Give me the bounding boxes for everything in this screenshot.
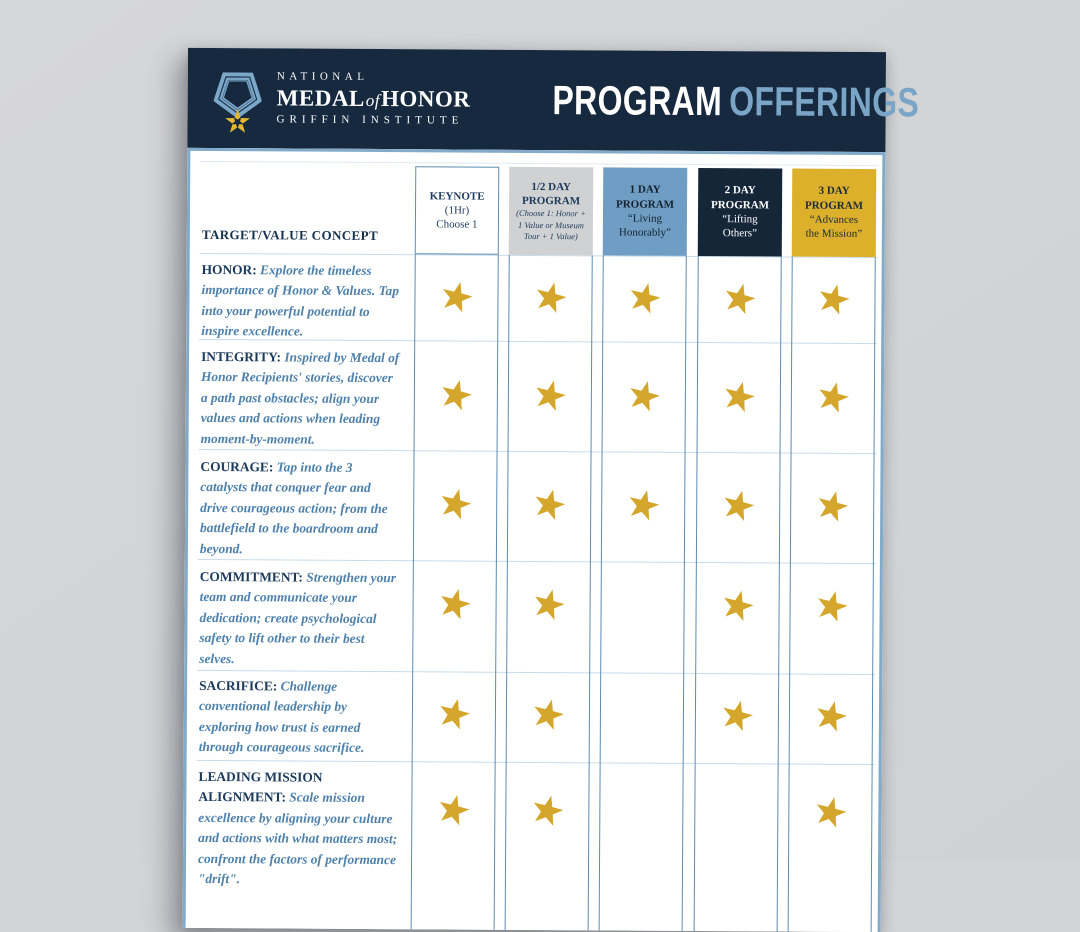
column-header-title-line: 1 DAY xyxy=(630,183,661,197)
column-header-subtitle-line: the Mission” xyxy=(806,227,863,242)
star-icon xyxy=(437,486,473,522)
row-description: Scale mission excellence by aligning your culture and actions with what matters most; confront the factors of performance "drift". xyxy=(198,790,397,886)
document-header xyxy=(187,48,886,152)
star-icon xyxy=(721,281,757,317)
row-description: Explore the timeless importance of Honor & Values. Tap into your powerful potential to inspire excellence. xyxy=(201,262,399,338)
document-page xyxy=(183,48,886,932)
column-strip-one-day-program xyxy=(599,255,687,931)
star-icon xyxy=(626,379,662,415)
column-header-subtitle-line: 1 Value or Museum xyxy=(518,219,584,231)
star-icon xyxy=(815,380,851,416)
column-header-subtitle-line: “Advances xyxy=(810,213,858,228)
star-icon xyxy=(532,378,568,414)
star-icon xyxy=(532,280,568,316)
star-icon xyxy=(438,377,474,413)
row-concept: HONOR: xyxy=(202,262,257,277)
star-icon xyxy=(813,589,849,625)
column-header-subtitle-line: Choose 1 xyxy=(436,218,477,233)
row-separator-line xyxy=(200,161,878,166)
row-concept: SACRIFICE: xyxy=(199,678,277,693)
row-label-sacrifice xyxy=(199,676,399,759)
row-description: Challenge conventional leadership by exploring how trust is earned through courageous sacrifice. xyxy=(199,678,365,755)
column-header-title-line: KEYNOTE xyxy=(430,189,485,204)
logo-text xyxy=(277,71,471,126)
column-header-subtitle-line: Tour + 1 Value) xyxy=(524,231,578,243)
star-icon xyxy=(813,699,849,735)
column-header-title-line: 3 DAY xyxy=(819,184,850,198)
row-description: Strengthen your team and communicate your dedication; create psychological safety to lift other to their best selves. xyxy=(199,570,396,666)
column-header-title-line: PROGRAM xyxy=(616,197,674,212)
column-header-keynote xyxy=(415,166,500,255)
star-icon xyxy=(529,793,565,829)
logo xyxy=(187,54,470,144)
logo-line-national: NATIONAL xyxy=(277,71,471,83)
column-header-title-line: PROGRAM xyxy=(805,198,863,213)
page-title-offerings: OFFERINGS xyxy=(729,78,919,125)
star-icon xyxy=(814,489,850,525)
column-header-three-day-program xyxy=(792,169,877,258)
row-label-courage xyxy=(200,457,401,560)
medal-of-honor-icon xyxy=(213,64,261,142)
column-header-subtitle-line: “Lifting xyxy=(722,212,758,227)
star-icon xyxy=(436,696,472,732)
row-description: Inspired by Medal of Honor Recipients' stories, discover a path past obstacles; align your values and actions when leading moment-by-moment. xyxy=(201,349,400,446)
star-icon xyxy=(438,279,474,315)
logo-line-medal-of-honor: MEDALofHONOR xyxy=(277,86,471,110)
column-header-title-line: PROGRAM xyxy=(711,198,769,213)
row-description: Tap into the 3 catalysts that conquer fear and drive courageous action; from the battlefield to the boardroom and beyond. xyxy=(200,459,388,555)
star-icon xyxy=(812,795,848,831)
row-concept: COMMITMENT: xyxy=(200,569,303,585)
column-header-subtitle-line: “Living xyxy=(628,212,662,227)
column-header-subtitle-line: Honorably” xyxy=(619,226,671,241)
page-title xyxy=(552,77,919,126)
row-label-integrity xyxy=(201,347,402,450)
star-icon xyxy=(721,379,757,415)
page-title-program: PROGRAM xyxy=(552,77,722,124)
column-header-two-day-program xyxy=(698,168,783,257)
row-concept: INTEGRITY: xyxy=(201,349,281,364)
column-header-title-line: PROGRAM xyxy=(522,194,580,209)
table-corner-label: TARGET/VALUE CONCEPT xyxy=(202,227,378,244)
star-icon xyxy=(435,792,471,828)
column-header-subtitle-line: (Choose 1: Honor + xyxy=(516,208,586,220)
column-header-one-day-program xyxy=(603,167,688,256)
column-header-title-line: 1/2 DAY xyxy=(531,179,571,194)
column-header-subtitle-line: (1Hr) xyxy=(445,203,470,217)
star-icon xyxy=(815,282,851,318)
row-concept: COURAGE: xyxy=(200,459,273,474)
star-icon xyxy=(530,587,566,623)
star-icon xyxy=(719,588,755,624)
column-header-title-line: 2 DAY xyxy=(725,184,756,198)
row-label-commitment xyxy=(199,567,400,670)
row-concept: LEADING MISSION ALIGNMENT: xyxy=(198,769,322,805)
star-icon xyxy=(437,586,473,622)
star-icon xyxy=(530,697,566,733)
column-header-half-day-program xyxy=(509,167,594,256)
star-icon xyxy=(720,488,756,524)
row-label-honor xyxy=(201,260,401,343)
logo-line-griffin-institute: GRIFFIN INSTITUTE xyxy=(277,114,471,126)
row-label-leading-mission-alignment xyxy=(198,767,399,890)
star-icon xyxy=(625,488,661,524)
star-icon xyxy=(531,487,567,523)
star-icon xyxy=(719,698,755,734)
star-icon xyxy=(626,281,662,317)
column-header-subtitle-line: Others” xyxy=(723,226,757,241)
program-offerings-table xyxy=(183,148,886,932)
